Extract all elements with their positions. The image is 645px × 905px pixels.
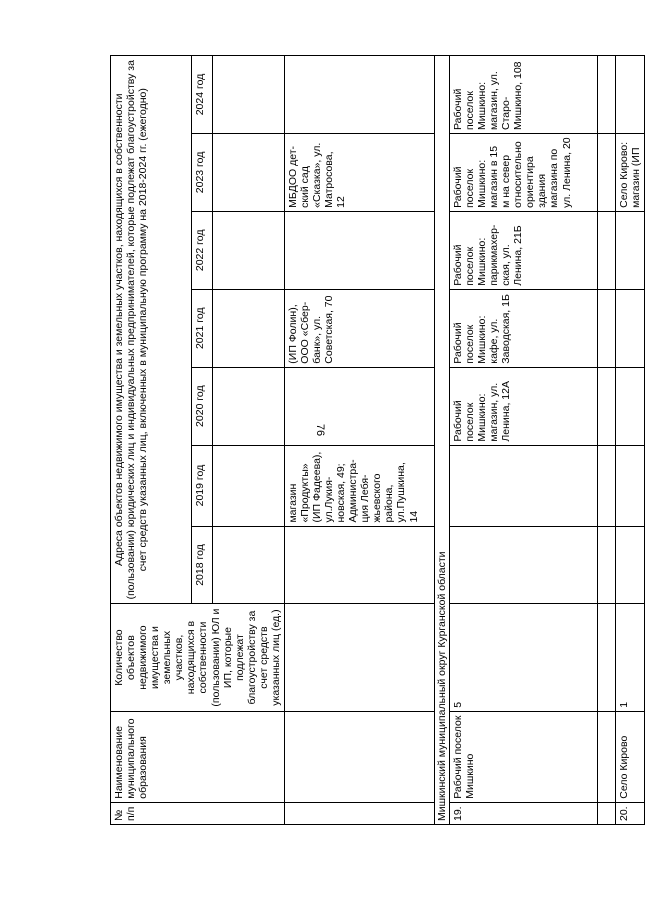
page-number: 76 xyxy=(314,423,326,437)
cell xyxy=(597,526,615,604)
row-name: Село Кирово xyxy=(615,711,644,802)
cell-2023: Рабочий поселок Мишкино: магазин в 15 м на север относительно ориентира здания магазина по ул. Ленина, 20 xyxy=(449,133,597,211)
cell xyxy=(284,56,434,134)
section-row xyxy=(434,56,449,825)
cell xyxy=(597,367,615,445)
cell-2024: Рабочий поселок Мишкино: магазин, ул. Старо-Мишкино, 108 xyxy=(449,56,597,134)
spacer-cell xyxy=(212,289,284,367)
cell-2019: магазин «Продукты» (ИП Фадеева), ул.Лукия-новская, 49; Администра-ция Лебя-жьевского района, ул.Пушкина, 14 xyxy=(284,445,434,526)
cell xyxy=(597,445,615,526)
spacer-cell xyxy=(212,367,284,445)
header-name: Наименование муниципального образования xyxy=(111,711,285,802)
table-row xyxy=(449,56,597,825)
header-count: Количество объектов недвижимого имущества и земельных участков, находящихся в собственности (пользовании) ЮЛ и ИП, которые подлежат благоустройству за счет средств указанных лиц (ед.) xyxy=(111,604,285,711)
header-year-2020: 2020 год xyxy=(192,367,212,445)
header-row xyxy=(111,56,192,825)
header-year-2023: 2023 год xyxy=(192,133,212,211)
header-year-2024: 2024 год xyxy=(192,56,212,134)
table-row-blank xyxy=(597,56,615,825)
rotated-content xyxy=(110,55,642,825)
spacer-cell xyxy=(212,56,284,134)
cell-2020: Рабочий поселок Мишкино: магазин, ул. Ленина, 12А xyxy=(449,367,597,445)
row-count: 5 xyxy=(449,604,597,711)
cell xyxy=(597,289,615,367)
header-num: № п/п xyxy=(111,802,285,824)
row-num: 19. xyxy=(449,802,597,824)
header-addresses: Адреса объектов недвижимого имущества и земельных участков, находящихся в собственности (пользовании) юридических лиц и индивидуальных предпринимателей, которые подлежат благоустройству за счет средств указанных лиц, включенных в муниципальную программу на 2018-2024 гг. (ежегодно) xyxy=(111,56,192,604)
cell xyxy=(284,604,434,711)
addresses-table xyxy=(110,55,645,825)
row-name: Рабочий поселок Мишкино xyxy=(449,711,597,802)
cell xyxy=(284,367,434,445)
cell xyxy=(597,133,615,211)
spacer-cell xyxy=(212,211,284,289)
cell-2022 xyxy=(615,211,644,289)
cell xyxy=(284,211,434,289)
cell xyxy=(284,711,434,802)
cell xyxy=(597,211,615,289)
row-num: 20. xyxy=(615,802,644,824)
section-title: Мишкинский муниципальный округ Курганской области xyxy=(434,56,449,825)
rotated-page xyxy=(110,55,642,825)
cell-2018 xyxy=(449,526,597,604)
cell xyxy=(597,711,615,802)
cell-2020 xyxy=(615,367,644,445)
cell xyxy=(597,802,615,824)
cell-2021: Рабочий поселок Мишкино: кафе, ул. Заводская, 1Б xyxy=(449,289,597,367)
header-year-2022: 2022 год xyxy=(192,211,212,289)
table-row-continuation xyxy=(284,56,434,825)
header-year-2021: 2021 год xyxy=(192,289,212,367)
cell-2022: Рабочий поселок Мишкино: парикмахер-ская, ул. Ленина, 21Б xyxy=(449,211,597,289)
header-year-2018: 2018 год xyxy=(192,526,212,604)
cell-2023: Село Кирово: магазин (ИП xyxy=(615,133,644,211)
cell xyxy=(597,604,615,711)
cell xyxy=(284,526,434,604)
spacer-cell xyxy=(212,133,284,211)
spacer-cell xyxy=(212,445,284,526)
cell-2019 xyxy=(615,445,644,526)
table-row xyxy=(615,56,644,825)
cell xyxy=(597,56,615,134)
cell-2021 xyxy=(615,289,644,367)
header-year-2019: 2019 год xyxy=(192,445,212,526)
cell-2019 xyxy=(449,445,597,526)
cell-2021: (ИП Фолин), ООО «Сбер-банк», ул. Советская, 70 xyxy=(284,289,434,367)
cell xyxy=(284,802,434,824)
row-count: 1 xyxy=(615,604,644,711)
cell-2023: МБДОО дет-ский сад «Сказка», ул. Матросова, 12 xyxy=(284,133,434,211)
cell-2024 xyxy=(615,56,644,134)
cell-2018 xyxy=(615,526,644,604)
spacer-cell xyxy=(212,526,284,604)
